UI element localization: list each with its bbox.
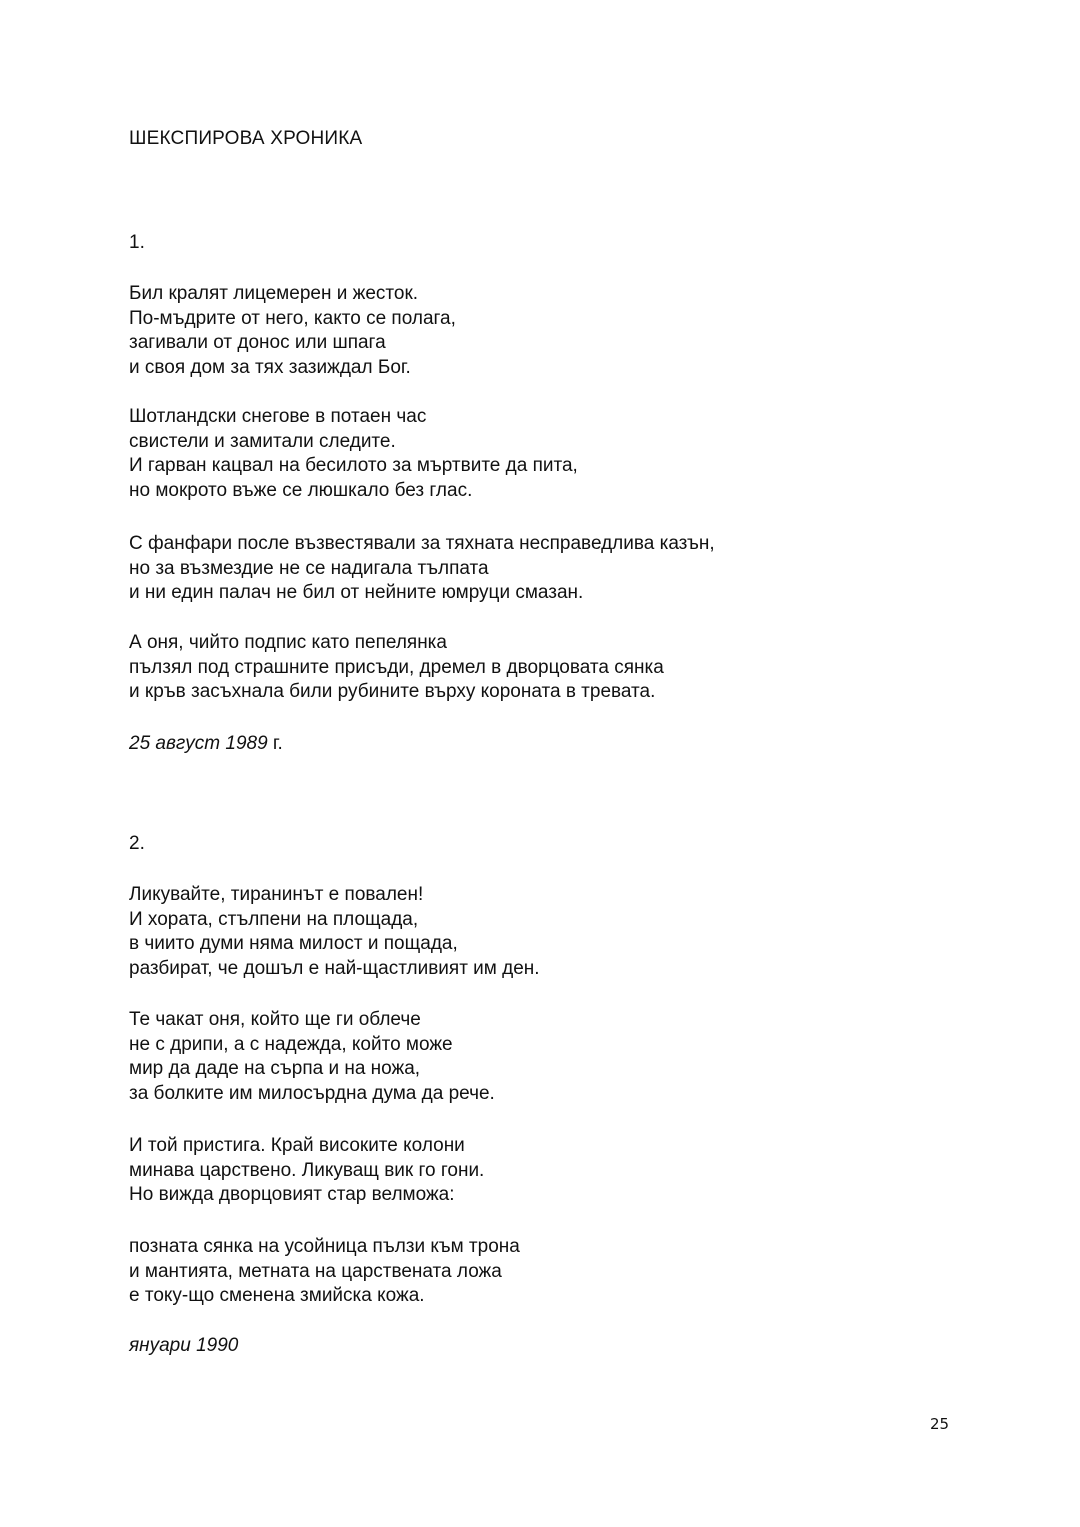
verse-line: минава царствено. Ликуващ вик го гони. [129,1159,485,1181]
verse-line: за болките им милосърдна дума да рече. [129,1082,495,1104]
page-title: ШЕКСПИРОВА ХРОНИКА [129,128,363,149]
verse-line: свистели и замитали следите. [129,430,396,452]
verse-line: и своя дом за тях зазиждал Бог. [129,356,411,378]
verse-line: С фанфари после възвестявали за тяхната несправедлива казън, [129,533,715,554]
verse-line: И хората, стълпени на площада, [129,908,419,930]
verse-line: и мантията, метната на царствената ложа [129,1260,502,1282]
verse-line: в чиито думи няма милост и пощада, [129,933,458,955]
verse-line: позната сянка на усойница пълзи към трона [129,1236,520,1257]
verse-line: и кръв засъхнала били рубините върху короната в тревата. [129,681,656,703]
verse-line: И той пристига. Край високите колони [129,1135,465,1156]
verse-line: разбират, че дошъл е най-щастливият им ден. [129,957,540,979]
verse-line: не с дрипи, а с надежда, който може [129,1033,453,1055]
stanza [129,883,540,981]
verse-line: А оня, чийто подпис като пепелянка [129,632,447,653]
verse-line: е току-що сменена змийска кожа. [129,1285,425,1307]
verse-line: загивали от донос или шпага [129,332,386,354]
page-number: 25 [930,1415,950,1433]
verse-line: Но вижда дворцовият стар велможа: [129,1184,455,1206]
stanza [129,1134,484,1208]
poem-number: 1. [129,232,145,253]
verse-line: и ни един палач не бил от нейните юмруци смазан. [129,582,584,604]
stanza [129,631,664,705]
verse-line: но мокрото въже се люшкало без глас. [129,479,473,501]
stanza [129,532,715,606]
poem-date-value: 25 август 1989 [129,733,268,754]
stanza [129,1235,520,1309]
stanza [129,1008,495,1106]
poem-number: 2. [129,833,145,854]
stanza [129,282,456,380]
poem-date [129,1335,238,1357]
poem-date-value: януари 1990 [129,1335,239,1356]
poem-date [129,733,283,755]
verse-line: Бил кралят лицемерен и жесток. [129,283,419,304]
verse-line: Ликувайте, тиранинът е повален! [129,884,424,905]
verse-line: И гарван кацвал на бесилото за мъртвите да пита, [129,455,578,477]
stanza [129,405,578,503]
verse-line: мир да даде на сърпа и на ножа, [129,1058,421,1080]
verse-line: По-мъдрите от него, както се полага, [129,307,456,329]
verse-line: Шотландски снегове в потаен час [129,406,427,427]
verse-line: Те чакат оня, който ще ги облече [129,1009,421,1030]
poem-date-suffix: г. [267,733,283,754]
verse-line: но за възмездие не се надигала тълпата [129,557,489,579]
verse-line: пълзял под страшните присъди, дремел в дворцовата сянка [129,656,664,678]
